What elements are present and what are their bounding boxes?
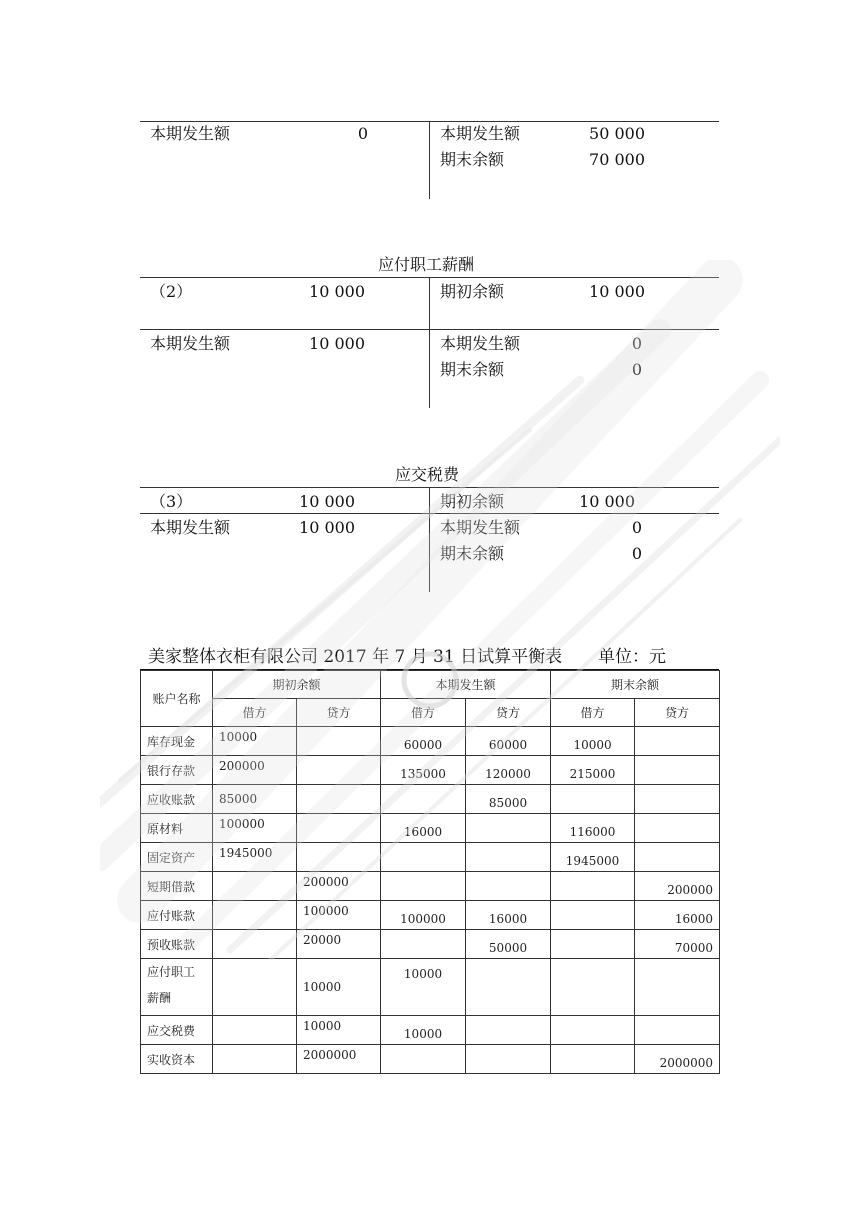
row-period-credit: 120000	[466, 756, 551, 785]
row-opening-credit	[297, 785, 381, 814]
t-account-3-credit-subtotal-rule	[430, 513, 719, 514]
t-account-3-credit-period-label: 本期发生额	[440, 518, 521, 537]
row-period-debit: 135000	[381, 756, 466, 785]
row-ending-debit: 10000	[551, 727, 635, 756]
row-ending-debit: 116000	[551, 814, 635, 843]
row-ending-debit	[551, 930, 635, 959]
row-account: 实收资本	[141, 1045, 213, 1074]
row-period-debit: 10000	[381, 959, 466, 1016]
row-ending-debit	[551, 872, 635, 901]
row-period-credit	[466, 1045, 551, 1074]
row-account: 原材料	[141, 814, 213, 843]
row-period-debit: 16000	[381, 814, 466, 843]
table-header-row-1	[141, 671, 720, 699]
t-account-2-credit-opening-label: 期初余额	[440, 282, 505, 301]
t-account-3-credit-opening-label: 期初余额	[440, 492, 505, 511]
t-account-1-credit-ending-value: 70 000	[589, 150, 645, 169]
row-ending-credit	[635, 959, 720, 1016]
row-opening-debit: 85000	[213, 785, 297, 814]
row-opening-debit	[213, 1045, 297, 1074]
row-opening-credit	[297, 727, 381, 756]
table-row	[141, 959, 720, 1016]
t-account-2-credit-period-value: 0	[631, 334, 642, 353]
header-opening-balance: 期初余额	[213, 671, 381, 699]
row-opening-debit	[213, 930, 297, 959]
row-period-debit	[381, 843, 466, 872]
row-ending-credit	[635, 727, 720, 756]
t-account-2-debit-period-label: 本期发生额	[150, 334, 231, 353]
row-ending-debit	[551, 1045, 635, 1074]
t-account-3-debit-subtotal-rule	[140, 513, 429, 514]
row-ending-debit	[551, 959, 635, 1016]
row-period-credit: 16000	[466, 901, 551, 930]
t-account-1-credit-ending-label: 期末余额	[440, 150, 505, 169]
row-opening-debit: 10000	[213, 727, 297, 756]
row-account: 库存现金	[141, 727, 213, 756]
t-account-3-debit-period-label: 本期发生额	[150, 518, 231, 537]
table-row	[141, 785, 720, 814]
row-ending-debit: 215000	[551, 756, 635, 785]
t-account-3-debit-entry-value: 10 000	[299, 492, 355, 511]
table-row	[141, 1045, 720, 1074]
row-ending-credit: 2000000	[635, 1045, 720, 1074]
header-period-debit: 借方	[381, 699, 466, 727]
t-account-3-credit-opening-value: 10 000	[579, 492, 635, 511]
t-account-2-credit-subtotal-rule	[430, 329, 719, 330]
t-account-3-credit-period-value: 0	[631, 518, 642, 537]
header-account-name: 账户名称	[141, 671, 213, 727]
t-account-2-debit-period-value: 10 000	[309, 334, 365, 353]
t-account-2-credit-ending-label: 期末余额	[440, 360, 505, 379]
row-opening-credit: 100000	[297, 901, 381, 930]
row-account: 应交税费	[141, 1016, 213, 1045]
row-opening-credit	[297, 843, 381, 872]
header-ending-credit: 贷方	[635, 699, 720, 727]
row-opening-credit: 10000	[297, 959, 381, 1016]
row-opening-credit	[297, 756, 381, 785]
t-account-2-credit-period-label: 本期发生额	[440, 334, 521, 353]
row-account: 应付账款	[141, 901, 213, 930]
t-account-1-credit-period-value: 50 000	[589, 124, 645, 143]
table-row	[141, 814, 720, 843]
row-period-credit: 85000	[466, 785, 551, 814]
t-account-2-title: 应付职工薪酬	[378, 255, 475, 274]
row-opening-debit	[213, 872, 297, 901]
row-period-credit: 60000	[466, 727, 551, 756]
row-opening-credit: 20000	[297, 930, 381, 959]
row-ending-credit: 16000	[635, 901, 720, 930]
row-period-debit	[381, 930, 466, 959]
t-account-2-debit-entry-label: （2）	[150, 282, 193, 301]
row-opening-debit	[213, 959, 297, 1016]
table-row	[141, 843, 720, 872]
t-account-3-title: 应交税费	[395, 465, 460, 484]
header-period-amount: 本期发生额	[381, 671, 551, 699]
row-account-line-2: 薪酬	[147, 991, 172, 1005]
row-period-debit: 100000	[381, 901, 466, 930]
row-opening-debit	[213, 1016, 297, 1045]
row-period-credit	[466, 872, 551, 901]
header-opening-debit: 借方	[213, 699, 297, 727]
t-account-2-debit-entry-value: 10 000	[309, 282, 365, 301]
row-period-credit	[466, 959, 551, 1016]
table-row	[141, 872, 720, 901]
row-period-debit	[381, 1045, 466, 1074]
row-period-debit	[381, 872, 466, 901]
header-period-credit: 贷方	[466, 699, 551, 727]
header-opening-credit: 贷方	[297, 699, 381, 727]
row-account-line-1: 应付职工	[147, 965, 196, 979]
t-account-2-divider	[429, 277, 430, 408]
row-ending-credit	[635, 1016, 720, 1045]
row-period-credit: 50000	[466, 930, 551, 959]
table-row	[141, 756, 720, 785]
row-period-credit	[466, 1016, 551, 1045]
row-account: 短期借款	[141, 872, 213, 901]
row-account	[141, 959, 213, 1016]
table-header-row-2	[141, 699, 720, 727]
trial-balance-table	[140, 670, 720, 1074]
row-opening-credit	[297, 814, 381, 843]
row-ending-debit: 1945000	[551, 843, 635, 872]
row-opening-debit: 1945000	[213, 843, 297, 872]
table-row	[141, 1016, 720, 1045]
t-account-3-credit-ending-label: 期末余额	[440, 544, 505, 563]
t-account-1-debit-period-label: 本期发生额	[150, 124, 231, 143]
row-opening-debit: 200000	[213, 756, 297, 785]
row-opening-credit: 2000000	[297, 1045, 381, 1074]
row-account: 固定资产	[141, 843, 213, 872]
t-account-2-credit-opening-value: 10 000	[589, 282, 645, 301]
t-account-1-debit-period-value: 0	[357, 124, 368, 143]
row-ending-credit	[635, 756, 720, 785]
row-ending-credit: 200000	[635, 872, 720, 901]
row-account: 应收账款	[141, 785, 213, 814]
row-ending-debit	[551, 785, 635, 814]
table-row	[141, 727, 720, 756]
row-opening-debit: 100000	[213, 814, 297, 843]
row-ending-debit	[551, 901, 635, 930]
row-period-debit	[381, 785, 466, 814]
row-account: 银行存款	[141, 756, 213, 785]
row-ending-credit	[635, 814, 720, 843]
row-account: 预收账款	[141, 930, 213, 959]
row-opening-credit: 10000	[297, 1016, 381, 1045]
row-ending-debit	[551, 1016, 635, 1045]
t-account-1-credit-period-label: 本期发生额	[440, 124, 521, 143]
row-opening-credit: 200000	[297, 872, 381, 901]
t-account-3-divider	[429, 487, 430, 592]
t-account-3-debit-period-value: 10 000	[299, 518, 355, 537]
t-account-3-credit-ending-value: 0	[631, 544, 642, 563]
row-opening-debit	[213, 901, 297, 930]
row-ending-credit	[635, 843, 720, 872]
row-period-debit: 60000	[381, 727, 466, 756]
t-account-1-divider	[429, 121, 430, 199]
t-account-2-debit-subtotal-rule	[140, 329, 429, 330]
t-account-2-credit-ending-value: 0	[631, 360, 642, 379]
t-account-3-debit-entry-label: （3）	[150, 492, 193, 511]
header-ending-debit: 借方	[551, 699, 635, 727]
header-ending-balance: 期末余额	[551, 671, 720, 699]
trial-balance-title: 美家整体衣柜有限公司 2017 年 7 月 31 日试算平衡表	[148, 647, 563, 667]
trial-balance-unit: 单位：元	[598, 647, 666, 667]
row-ending-credit: 70000	[635, 930, 720, 959]
row-period-credit	[466, 814, 551, 843]
row-period-debit: 10000	[381, 1016, 466, 1045]
row-ending-credit	[635, 785, 720, 814]
table-row	[141, 930, 720, 959]
table-row	[141, 901, 720, 930]
row-period-credit	[466, 843, 551, 872]
